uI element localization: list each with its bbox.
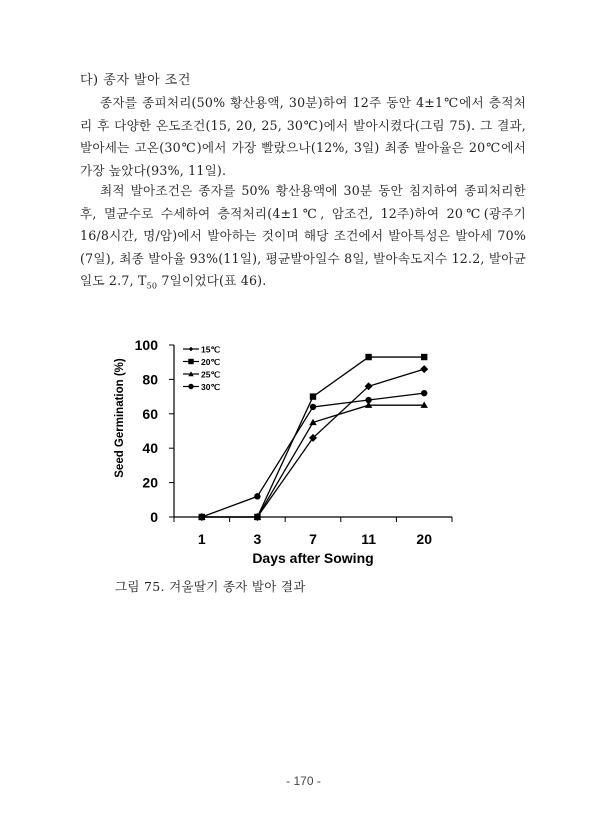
y-tick-label: 100	[134, 337, 158, 353]
y-tick-label: 80	[142, 371, 158, 388]
legend-marker-icon	[189, 347, 193, 351]
x-tick-label: 3	[253, 531, 262, 547]
x-tick-label: 20	[416, 531, 432, 547]
data-point-marker	[365, 382, 373, 390]
paragraph-2-text: 최적 발아조건은 종자를 50% 황산용액에 30분 동안 침지하여 종피처리한 후, 멸균수로 수세하여 층적처리(4±1℃, 암조건, 12주)하여 20℃(광주기 16/8시간, 명/암)에서 발아하는 것이며 해당 조건에서 발아특성은 발아세 70%(7일), 최종 발아율 93%(11일), 평균발아일수 8일, 발아속도지수 12.2, 발아균일도 2.7, T	[80, 183, 526, 288]
data-point-marker	[254, 513, 261, 519]
legend-marker-icon	[188, 359, 193, 364]
data-point-marker	[199, 514, 205, 520]
x-tick-label: 11	[361, 531, 377, 547]
data-point-marker	[198, 513, 206, 521]
data-point-marker	[253, 513, 261, 521]
series-line-0	[202, 369, 424, 517]
y-axis-label: Seed Germination (%)	[114, 358, 126, 478]
paragraph-2-tail: 7일이었다(표 46).	[157, 273, 267, 288]
x-axis-label: Days after Sowing	[252, 550, 374, 566]
data-point-marker	[365, 397, 371, 403]
y-tick-label: 20	[142, 474, 158, 491]
data-point-marker	[421, 402, 428, 408]
paragraph-1: 종자를 종피처리(50% 황산용액, 30분)하여 12주 동안 4±1℃에서 층적처리 후 다양한 온도조건(15, 20, 25, 30℃)에서 발아시켰다(그림 75). 그 결과, 발아세는 고온(30℃)에서 가장 빨랐으나(12%, 3일) 최종 발아율은 20℃에서 가장 높았다(93%, 11일).	[80, 95, 526, 178]
figure-caption: 그림 75. 겨울딸기 종자 발아 결과	[115, 579, 306, 594]
page-number: - 170 -	[286, 774, 321, 788]
y-tick-label: 40	[142, 440, 158, 457]
paragraph-2	[80, 180, 526, 298]
legend-marker-icon	[188, 371, 193, 376]
data-point-marker	[365, 354, 371, 360]
data-point-marker	[365, 402, 372, 408]
t50-subscript: 50	[146, 281, 158, 291]
data-point-marker	[310, 393, 316, 399]
data-point-marker	[310, 404, 316, 410]
series-line-1	[202, 357, 424, 517]
legend-label: 30℃	[201, 382, 221, 392]
data-point-marker	[254, 514, 260, 520]
series-line-2	[202, 405, 424, 517]
x-tick-label: 1	[197, 531, 206, 547]
section-heading: 다) 종자 발아 조건	[80, 73, 191, 88]
legend-label: 20℃	[201, 357, 221, 367]
y-tick-label: 60	[142, 405, 158, 422]
data-point-marker	[198, 513, 205, 519]
data-point-marker	[420, 365, 428, 373]
data-point-marker	[421, 354, 427, 360]
y-tick-label: 0	[150, 509, 158, 525]
legend-label: 15℃	[201, 344, 221, 355]
data-point-marker	[254, 493, 260, 499]
data-point-marker	[309, 419, 316, 425]
data-point-marker	[421, 390, 427, 396]
legend-label: 25℃	[201, 369, 221, 380]
data-point-marker	[309, 434, 317, 442]
legend-marker-icon	[188, 384, 193, 389]
data-point-marker	[199, 514, 205, 520]
x-tick-label: 7	[309, 531, 317, 547]
series-line-3	[202, 393, 424, 517]
